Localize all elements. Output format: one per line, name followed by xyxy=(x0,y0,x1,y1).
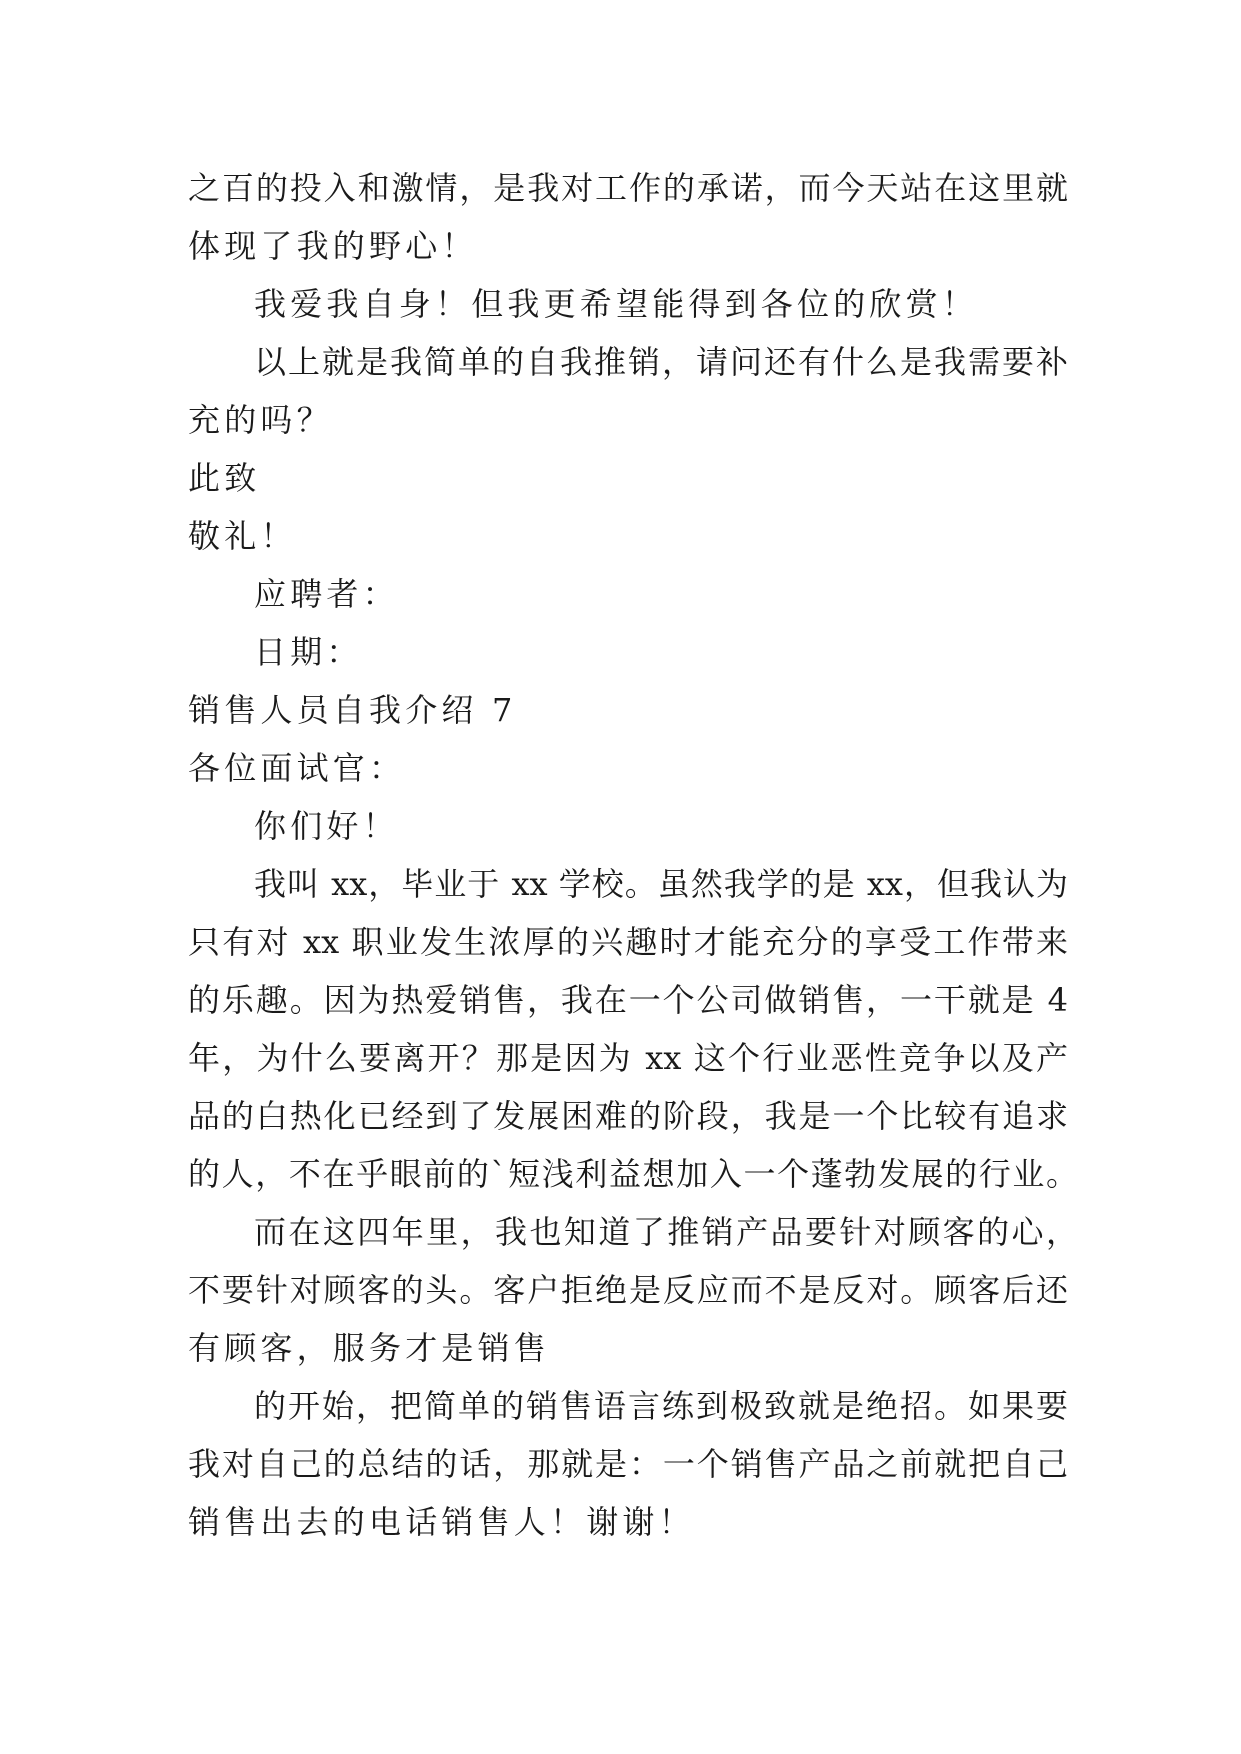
salutation: 各位面试官： xyxy=(188,749,406,787)
text-line: 的人，不在乎眼前的`短浅利益想加入一个蓬勃发展的行业。 xyxy=(188,1155,1078,1193)
text-line: 日期： xyxy=(254,633,363,671)
text-line: 敬礼！ xyxy=(188,517,297,555)
text-line: 有顾客，服务才是销售 xyxy=(188,1329,551,1367)
text-line: 只有对 xx 职业发生浓厚的兴趣时才能充分的享受工作带来 xyxy=(188,923,1068,961)
text-line: 品的白热化已经到了发展困难的阶段，我是一个比较有追求 xyxy=(188,1097,1068,1135)
text-line: 此致 xyxy=(188,459,261,497)
greeting: 你们好！ xyxy=(254,807,399,845)
text-line: 销售出去的电话销售人！谢谢！ xyxy=(188,1503,695,1541)
section-heading: 销售人员自我介绍 7 xyxy=(188,691,517,729)
text-line: 年，为什么要离开？那是因为 xx 这个行业恶性竞争以及产 xyxy=(188,1039,1068,1077)
text-line: 的乐趣。因为热爱销售，我在一个公司做销售，一干就是 4 xyxy=(188,981,1068,1019)
text-line: 充的吗？ xyxy=(188,401,333,439)
text-line: 应聘者： xyxy=(254,575,399,613)
text-line: 之百的投入和激情，是我对工作的承诺，而今天站在这里就 xyxy=(188,169,1068,207)
text-line: 体现了我的野心！ xyxy=(188,227,478,265)
text-line: 不要针对顾客的头。客户拒绝是反应而不是反对。顾客后还 xyxy=(188,1271,1068,1309)
text-line: 以上就是我简单的自我推销，请问还有什么是我需要补 xyxy=(254,343,1068,381)
text-line: 而在这四年里，我也知道了推销产品要针对顾客的心， xyxy=(254,1213,1078,1251)
text-line: 的开始，把简单的销售语言练到极致就是绝招。如果要 xyxy=(254,1387,1068,1425)
text-line: 我爱我自身！但我更希望能得到各位的欣赏！ xyxy=(254,285,979,323)
text-line: 我叫 xx，毕业于 xx 学校。虽然我学的是 xx，但我认为 xyxy=(254,865,1068,903)
text-line: 我对自己的总结的话，那就是：一个销售产品之前就把自己 xyxy=(188,1445,1068,1483)
